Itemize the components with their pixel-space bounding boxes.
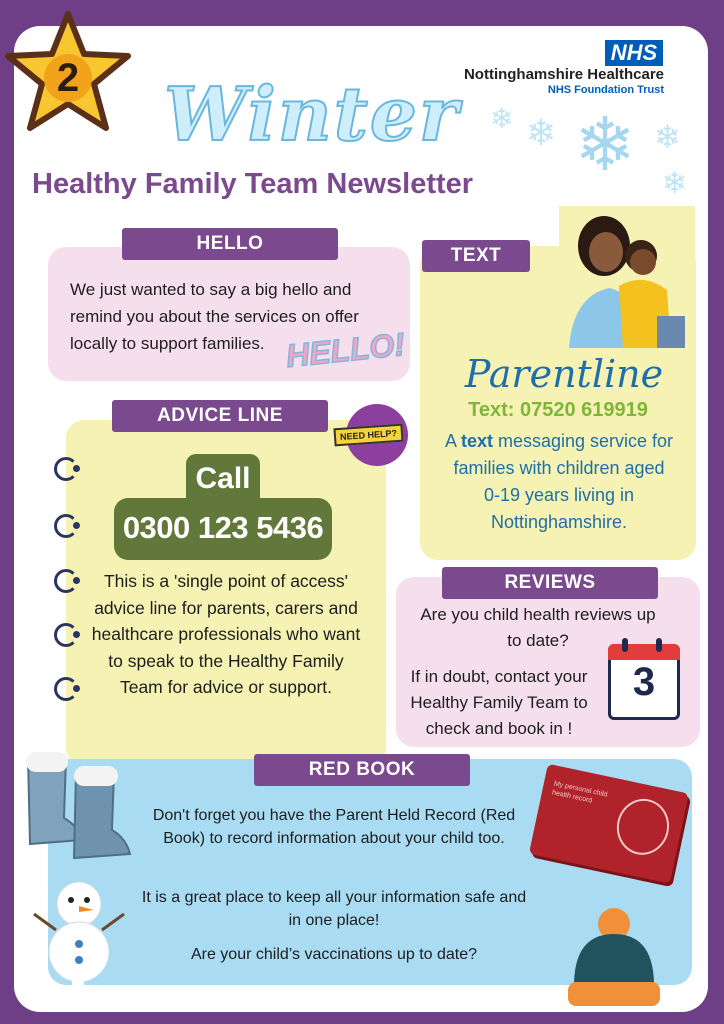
need-help-label: NEED HELP? [333,424,403,447]
nhs-logo: NHS [605,40,663,66]
bullet-icon [54,569,78,593]
winter-title: Winter [164,72,460,158]
advice-heading: ADVICE LINE [112,400,328,432]
red-book-para3: Are your child’s vaccinations up to date? [190,946,478,963]
desc-after: messaging service for families with children aged 0-19 years living in Nottinghamshire. [453,431,674,532]
parentline-number: Text: 07520 619919 [468,399,648,421]
desc-before: A [444,431,461,451]
call-label[interactable]: Call [195,462,251,495]
winter-hat-icon [562,906,666,1010]
bullet-icon [54,623,78,647]
hello-text: We just wanted to say a big hello and remind you about the services on offer locally to support families. [70,280,359,353]
snowflake-icon: ❄ [574,103,637,186]
reviews-heading: REVIEWS [442,567,658,599]
issue-number: 2 [56,56,80,100]
bullet-icon [54,457,78,481]
calendar-icon [608,638,678,716]
snowflake-icon: ❄ [662,167,688,200]
red-book-para2: It is a great place to keep all your information safe and in one place! [141,889,527,929]
boots-icon [18,748,138,864]
issue-number-star [4,10,132,136]
phone-number[interactable]: 0300 123 5436 [122,510,324,545]
text-heading: TEXT [422,240,530,272]
snowflake-icon: ❄ [490,103,514,134]
hello-sticker: HELLO! [284,325,407,375]
parentline-logo: Parentline [464,352,664,396]
newsletter-page [14,26,708,1012]
red-book-heading: RED BOOK [254,754,470,786]
mother-child-photo [559,206,695,348]
hello-heading: HELLO [122,228,338,260]
advice-text: This is a 'single point of access' advice line for parents, carers and healthcare professionals who want to speak to the Healthy Family Team for advice or support. [91,571,361,697]
calendar-number: 3 [632,660,656,704]
desc-bold: text [460,431,493,451]
newsletter-subtitle: Healthy Family Team Newsletter [32,168,474,200]
snowman-icon [24,874,134,994]
snowflake-icon: ❄ [526,112,557,153]
bullet-icon [54,514,78,538]
bullet-icon [54,677,78,701]
org-name: Nottinghamshire Healthcare [463,66,664,83]
org-subtitle: NHS Foundation Trust [547,84,664,96]
parentline-description [444,428,674,536]
reviews-question: Are you child health reviews up to date? [420,605,656,650]
red-book-para1: Don't forget you have the Parent Held Record (Red Book) to record information about your child too. [152,807,516,847]
reviews-text: If in doubt, contact your Healthy Family Team to check and book in ! [410,667,588,738]
red-book-cover-text: My personal child health record [551,780,608,805]
snowflake-icon: ❄ [654,119,681,155]
need-help-badge [332,400,418,472]
